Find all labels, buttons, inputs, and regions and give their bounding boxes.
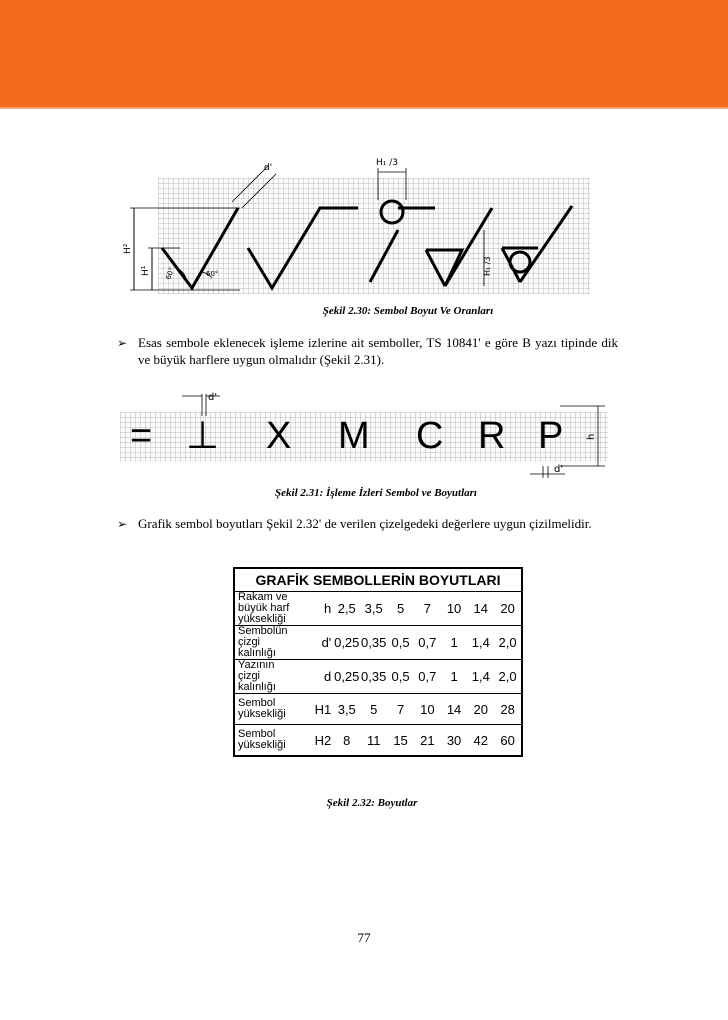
table-cell: 28 <box>494 694 522 725</box>
table-cell: 1 <box>441 660 468 694</box>
symbol-dimensions-drawing <box>100 150 600 300</box>
table-cell: 20 <box>494 592 522 626</box>
row-symbol: d' <box>311 626 333 660</box>
row-label: Sembol yüksekliği <box>234 725 311 757</box>
symbol-p: P <box>538 415 564 457</box>
table-cell: 60 <box>494 725 522 757</box>
figure-2-32-caption: Şekil 2.32: Boyutlar <box>326 797 418 809</box>
bullet-arrow-icon: ➢ <box>117 336 128 350</box>
table-row <box>234 660 522 694</box>
table-cell: 14 <box>467 592 494 626</box>
table-cell: 1,4 <box>467 626 494 660</box>
table-cell: 0,7 <box>414 660 441 694</box>
table-cell: 3,5 <box>333 694 360 725</box>
symbol-r: R <box>478 415 506 457</box>
d-prime-bottom-label: d' <box>554 464 564 475</box>
table-cell: 0,35 <box>360 626 387 660</box>
row-symbol: d <box>311 660 333 694</box>
h1-third-vertical-label: H₁ /3 <box>483 256 492 276</box>
table-cell: 7 <box>414 592 441 626</box>
angle-right-label: 60° <box>206 270 219 278</box>
table-cell: 1,4 <box>467 660 494 694</box>
d-prime-label: d' <box>264 163 273 173</box>
table-title: GRAFİK SEMBOLLERİN BOYUTLARI <box>234 568 522 592</box>
table-cell: 15 <box>387 725 414 757</box>
h1-label: H¹ <box>141 265 151 276</box>
header-divider <box>0 107 728 109</box>
table-cell: 5 <box>387 592 414 626</box>
table-cell: 2,0 <box>494 626 522 660</box>
table-cell: 3,5 <box>360 592 387 626</box>
table-cell: 14 <box>441 694 468 725</box>
table-cell: 10 <box>441 592 468 626</box>
symbol-c: C <box>416 415 444 457</box>
row-symbol: H2 <box>311 725 333 757</box>
bullet-arrow-icon: ➢ <box>117 517 128 531</box>
symbol-x: X <box>266 415 292 457</box>
table-row <box>234 626 522 660</box>
row-symbol: H1 <box>311 694 333 725</box>
row-label: Sembolün çizgi kalınlığı <box>234 626 311 660</box>
page-number: 77 <box>357 930 371 945</box>
dimensions-table <box>233 567 523 757</box>
table-row <box>234 725 522 757</box>
header-band <box>0 0 728 107</box>
table-cell: 42 <box>467 725 494 757</box>
bullet-paragraph-2: Grafik sembol boyutları Şekil 2.32' de verilen çizelgedeki değerlere uygun çizilmelidir. <box>138 516 592 531</box>
table-row <box>234 694 522 725</box>
table-cell: 10 <box>414 694 441 725</box>
table-cell: 0,25 <box>333 660 360 694</box>
table-cell: 2,0 <box>494 660 522 694</box>
table-cell: 0,35 <box>360 660 387 694</box>
table-cell: 21 <box>414 725 441 757</box>
d-prime-top-label: d' <box>208 392 218 403</box>
row-label: Rakam ve büyük harf yüksekliği <box>234 592 311 626</box>
table-cell: 7 <box>387 694 414 725</box>
machining-symbols-drawing <box>120 388 610 483</box>
symbol-equals: = <box>130 415 153 457</box>
table-cell: 11 <box>360 725 387 757</box>
table-cell: 0,7 <box>414 626 441 660</box>
table-cell: 30 <box>441 725 468 757</box>
h2-label: H² <box>123 243 133 254</box>
table-cell: 8 <box>333 725 360 757</box>
angle-left-label: 60° <box>164 266 177 281</box>
h-label: h <box>586 433 597 440</box>
symbol-perpendicular: ⊥ <box>186 415 220 457</box>
table-cell: 2,5 <box>333 592 360 626</box>
table-cell: 0,5 <box>387 660 414 694</box>
h1-third-label: H₁ /3 <box>376 158 398 168</box>
table-cell: 0,25 <box>333 626 360 660</box>
row-label: Yazının çizgi kalınlığı <box>234 660 311 694</box>
figure-2-31-caption: Şekil 2.31: İşleme İzleri Sembol ve Boyutları <box>275 487 477 499</box>
bullet-paragraph-1: Esas sembole eklenecek işleme izlerine ait semboller, TS 10841' e göre B yazı tipinde dik ve büyük harflere uygun olmalıdır (Şekil 2.31). <box>138 335 618 367</box>
figure-2-30-caption: Şekil 2.30: Sembol Boyut Ve Oranları <box>322 305 494 317</box>
symbol-m: M <box>338 415 370 457</box>
row-label: Sembol yüksekliği <box>234 694 311 725</box>
table-cell: 5 <box>360 694 387 725</box>
table-cell: 0,5 <box>387 626 414 660</box>
table-cell: 1 <box>441 626 468 660</box>
table-cell: 20 <box>467 694 494 725</box>
table-row <box>234 592 522 626</box>
row-symbol: h <box>311 592 333 626</box>
